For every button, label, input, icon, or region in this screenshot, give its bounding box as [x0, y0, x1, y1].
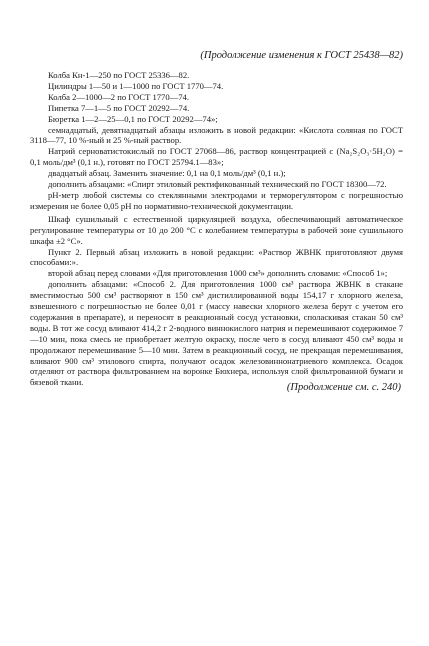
document-body [30, 70, 403, 388]
paragraph-ph-meter: pH-метр любой системы со стеклянными электродами и терморегулятором с погрешностью измерения не более 0,05 pH по нормативно-технической документации. [30, 189, 403, 211]
continuation-footer: (Продолжение см. с. 240) [286, 382, 401, 393]
item-flask-2: Колба 2—1000—2 по ГОСТ 1770—74. [48, 91, 189, 102]
paragraph-hydrochloric-acid: семнадцатый, девятнадцатый абзацы изложить в новой редакции: «Кислота соляная по ГОСТ 3118—77, 10 %-ный и 25 %-ный раствор. [30, 124, 403, 146]
paragraph-drying-cabinet: Шкаф сушильный с естественной циркуляцией воздуха, обеспечивающий автоматическое регулирование температуры от 10 до 200 °С с колебанием температуры в рабочей зоне сушильного шкафа ±2 °С». [30, 213, 403, 246]
item-pipette: Пипетка 7—1—5 по ГОСТ 20292—74. [48, 102, 190, 113]
paragraph-method-2: дополнить абзацами: «Способ 2. Для приготовления 1000 см³ раствора ЖВНК в стакане вместимостью 500 см³ растворяют в 150 см³ дистиллированной воды 154,17 г хлорного железа, взвешенного с погрешностью не более 0,01 г (массу навески хлорного железа берут с учетом его содержания в препарате), и переносят в реакционный сосуд установки, споласкивая стакан 50 см³ воды. В тот же сосуд вливают 414,2 г 2-водного виннокислого натрия и перемешивают содержимое 7—10 мин, пока смесь не приобретает желтую окраску, после чего в сосуд вливают 450 см³ воды и продолжают перемешивание 5—10 мин. Затем в реакционный сосуд, не прекращая перемешивания, вливают 900 см³ этилового спирта, получают осадок железовиннонатриевого комплекса. Осадок отделяют от раствора фильтрованием на воронке Бюхнера, используя слой фильтрованной бумаги и бязевой ткани. [30, 279, 403, 388]
item-flask-kn: Колба Кн-1—250 по ГОСТ 25336—82. [48, 70, 190, 80]
paragraph-twentieth: двадцатый абзац. Заменить значение: 0,1 на 0,1 моль/дм³ (0,1 н.); [48, 168, 286, 179]
paragraph-point-2: Пункт 2. Первый абзац изложить в новой редакции: «Раствор ЖВНК приготовляют двумя способами:». [30, 246, 403, 268]
item-burette: Бюретка 1—2—25—0,1 по ГОСТ 20292—74»; [48, 113, 218, 124]
continuation-header: (Продолжение изменения к ГОСТ 25438—82) [200, 50, 403, 61]
paragraph-sodium-thiosulfate: Натрий серноватистокислый по ГОСТ 27068—86, раствор концентрацией с (Na₂S₂O₃·5H₂O) = 0,1 моль/дм³ (0,1 н.), готовят по ГОСТ 25794.1—83»; [30, 146, 403, 168]
paragraph-second-abzac: второй абзац перед словами «Для приготовления 1000 см³» дополнить словами: «Способ 1»; [48, 268, 388, 279]
paragraph-ethyl-alcohol: дополнить абзацами: «Спирт этиловый ректификованный технический по ГОСТ 18300—72. [48, 179, 387, 190]
item-cylinders: Цилиндры 1—50 и 1—1000 по ГОСТ 1770—74. [48, 80, 224, 91]
